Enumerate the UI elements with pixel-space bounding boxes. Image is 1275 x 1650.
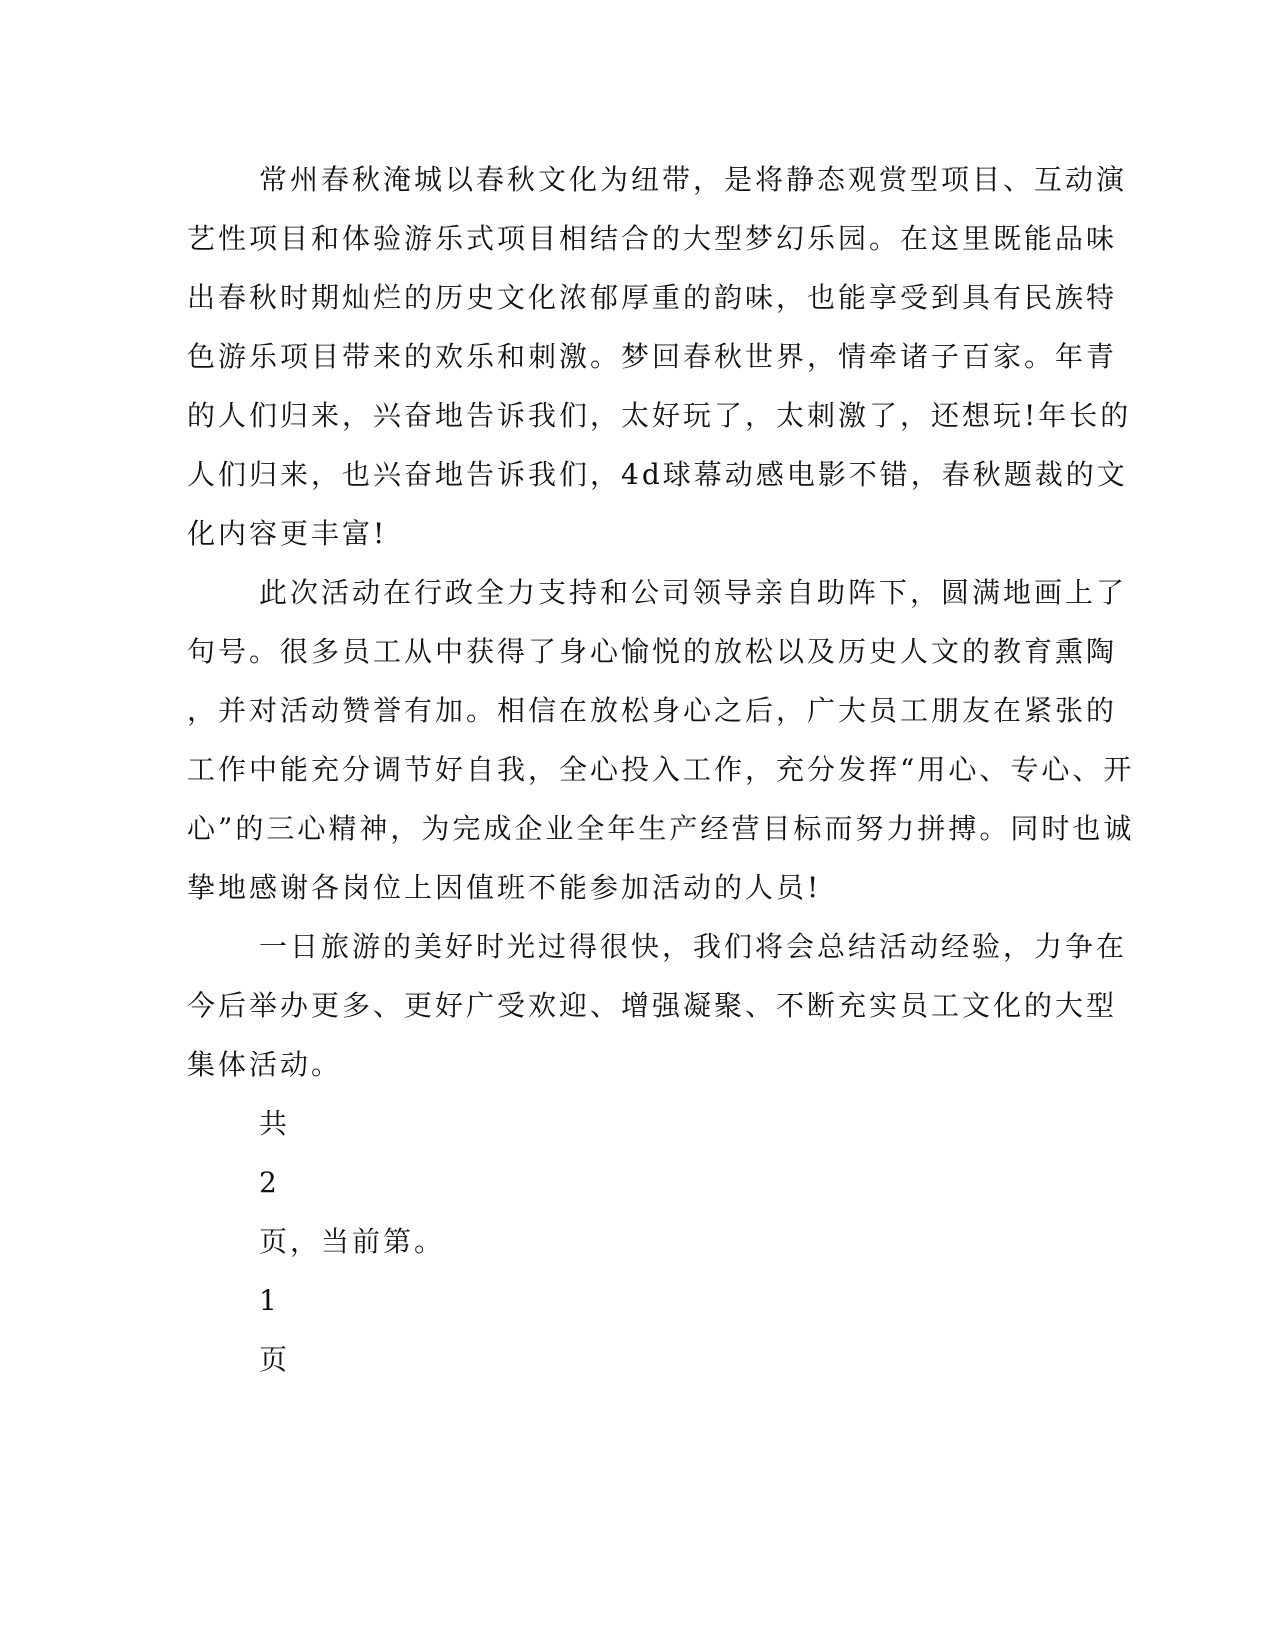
paragraph-1-line-1: 常州春秋淹城以春秋文化为纽带，是将静态观赏型项目、互动演 (259, 163, 1128, 196)
paragraph-2-line-2: 句号。很多员工从中获得了身心愉悦的放松以及历史人文的教育熏陶 (187, 635, 1118, 668)
paragraph-3-line-3: 集体活动。 (187, 1048, 343, 1081)
paragraph-1-line-6: 人们归来，也兴奋地告诉我们，4d球幕动感电影不错，春秋题裁的文 (187, 458, 1128, 491)
paragraph-3-line-1: 一日旅游的美好时光过得很快，我们将会总结活动经验，力争在 (259, 930, 1128, 963)
page-count-current-label: 页，当前第。 (259, 1225, 446, 1258)
paragraph-1-line-4: 色游乐项目带来的欢乐和刺激。梦回春秋世界，情牵诸子百家。年青 (187, 340, 1118, 373)
paragraph-3-line-2: 今后举办更多、更好广受欢迎、增强凝聚、不断充实员工文化的大型 (187, 989, 1118, 1022)
paragraph-2-line-3: ，并对活动赞誉有加。相信在放松身心之后，广大员工朋友在紧张的 (187, 694, 1118, 727)
page-count-total: 2 (259, 1166, 280, 1199)
page-count-suffix: 页 (259, 1343, 291, 1376)
page-count-current: 1 (259, 1284, 280, 1317)
page-count-prefix: 共 (259, 1107, 291, 1140)
paragraph-2-line-4: 工作中能充分调节好自我，全心投入工作，充分发挥“用心、专心、开 (187, 753, 1135, 786)
paragraph-2-line-5: 心”的三心精神，为完成企业全年生产经营目标而努力拼搏。同时也诚 (187, 812, 1135, 845)
paragraph-2-line-6: 挚地感谢各岗位上因值班不能参加活动的人员! (187, 871, 822, 904)
paragraph-1-line-3: 出春秋时期灿烂的历史文化浓郁厚重的韵味，也能享受到具有民族特 (187, 281, 1118, 314)
paragraph-1-line-2: 艺性项目和体验游乐式项目相结合的大型梦幻乐园。在这里既能品味 (187, 222, 1118, 255)
paragraph-1-line-5: 的人们归来，兴奋地告诉我们，太好玩了，太刺激了，还想玩!年长的 (187, 399, 1132, 432)
paragraph-2-line-1: 此次活动在行政全力支持和公司领导亲自助阵下，圆满地画上了 (259, 576, 1128, 609)
paragraph-1-line-7: 化内容更丰富! (187, 517, 388, 550)
